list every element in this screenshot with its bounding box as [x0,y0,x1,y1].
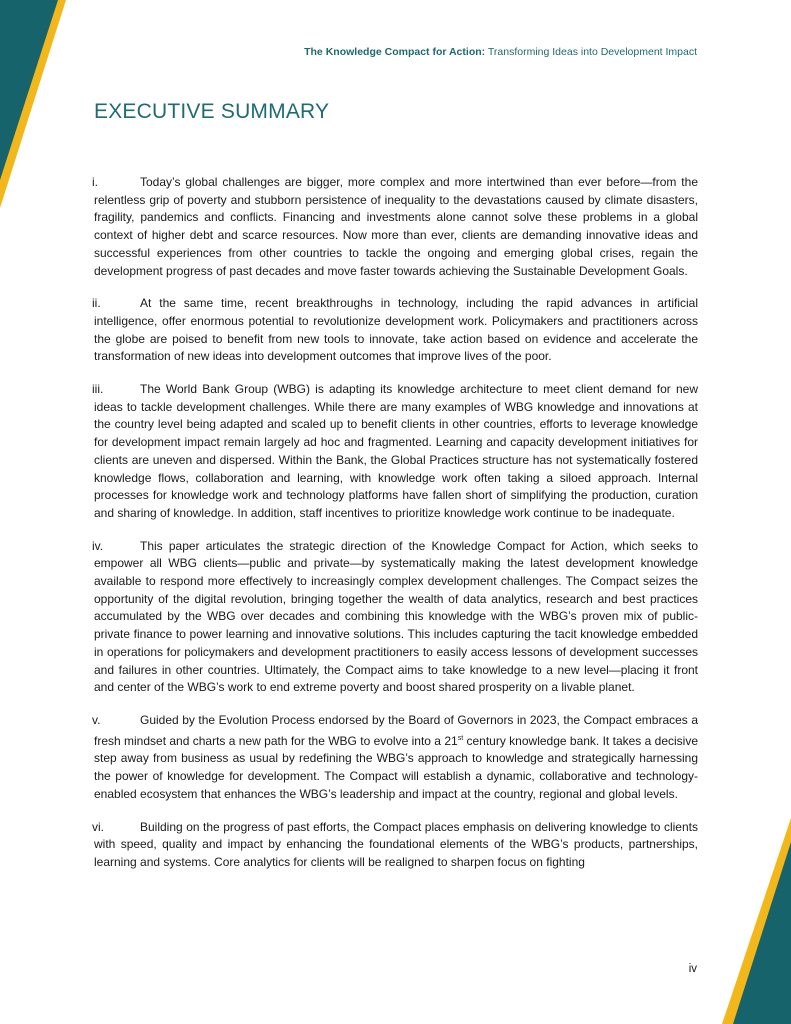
running-header-title: The Knowledge Compact for Action: [304,46,486,58]
top-left-gold-stripe [0,0,66,208]
bottom-right-gold-stripe [722,818,791,1024]
section-title: EXECUTIVE SUMMARY [94,100,330,123]
ordinal-suffix: st [457,734,464,742]
paragraph-number: ii. [92,296,101,311]
paragraph-iii [94,381,698,523]
paragraph-number: iii. [92,382,104,397]
paragraph-text: At the same time, recent breakthroughs in technology, including the rapid advances in artificial intelligence, offer enormous potential to revolutionize development work. Policymakers and practitioners across the globe are poised to benefit from new tools to innovate, take action based on evidence and accelerate the transformation of new ideas into development outcomes that improve lives of the poor. [94,296,698,364]
paragraph-v [94,712,698,804]
paragraph-text: This paper articulates the strategic direction of the Knowledge Compact for Action, which seeks to empower all WBG clients—public and private—by systematically making the latest development knowledge available to respond more effectively to increasingly complex development challenges. The Compact seizes the opportunity of the digital revolution, bringing together the wealth of data analytics, research and best practices accumulated by the WBG over decades and combining this knowledge with the WBG’s proven mix of public-private finance to power learning and innovative solutions. This includes capturing the tacit knowledge embedded in operations for policymakers and development practitioners to easily access lessons of development successes and failures in other countries. Ultimately, the Compact aims to take knowledge to a new level—placing it front and center of the WBG’s work to end extreme poverty and boost shared prosperity on a livable planet. [94,538,698,695]
paragraph-ii [94,295,698,366]
paragraph-number: v. [92,712,101,727]
bottom-right-teal-band [733,842,791,1024]
paragraph-text [94,713,698,801]
running-header-subtitle: Transforming Ideas into Development Impact [487,46,697,58]
paragraph-number: iv. [92,538,104,553]
summary-body [94,174,698,887]
paragraph-text: Building on the progress of past efforts, the Compact places emphasis on delivering knowledge to clients with speed, quality and impact by enhancing the foundational elements of the WBG’s products, partnerships, learning and systems. Core analytics for clients will be realigned to sharpen focus on fighting [94,819,698,869]
paragraph-number: i. [92,175,98,189]
paragraph-number: vi. [92,819,104,834]
paragraph-iv [94,538,698,697]
paragraph-text-part: century knowledge bank. It takes a decisive step away from business as usual by redefining the WBG’s approach to knowledge and strategically harnessing the power of knowledge for development. The Compact will establish a dynamic, collaborative and technology-enabled ecosystem that enhances the WBG’s leadership and impact at the country, regional and global levels. [94,733,699,801]
paragraph-text-part: Guided by the Evolution Process endorsed by the Board of Governors in 2023, the Compact embraces a fresh mindset and charts a new path for the WBG to evolve into a 21 [94,712,698,748]
paragraph-text: The World Bank Group (WBG) is adapting its knowledge architecture to meet client demand for new ideas to tackle development challenges. While there are many examples of WBG knowledge and innovations at the country level being adapted and scaled up to benefit clients in other countries, efforts to leverage knowledge for development impact remain largely ad hoc and fragmented. Learning and capacity development initiatives for clients are uneven and dispersed. Within the Bank, the Global Practices structure has not systematically fostered knowledge flows, collaboration and learning, with knowledge work often taking a siloed approach. Internal processes for knowledge work and technology platforms have fallen short of simplifying the production, curation and sharing of knowledge. In addition, staff incentives to prioritize knowledge work continue to be inadequate. [94,382,698,520]
paragraph-i [94,174,698,280]
paragraph-text: Today’s global challenges are bigger, more complex and more intertwined than ever before—from the relentless grip of poverty and stubborn persistence of inequality to the devastations caused by climate disasters, fragility, pandemics and conflicts. Financing and investments alone cannot solve these problems in a global context of higher debt and scarce resources. Now more than ever, clients are demanding innovative ideas and successful experiences from other countries to tackle the ongoing and emerging global crises, regain the development progress of past decades and move faster towards achieving the Sustainable Development Goals. [94,175,698,278]
running-header [304,46,697,58]
top-left-teal-band [0,0,58,180]
paragraph-vi [94,819,698,872]
page-number: iv [688,963,697,975]
